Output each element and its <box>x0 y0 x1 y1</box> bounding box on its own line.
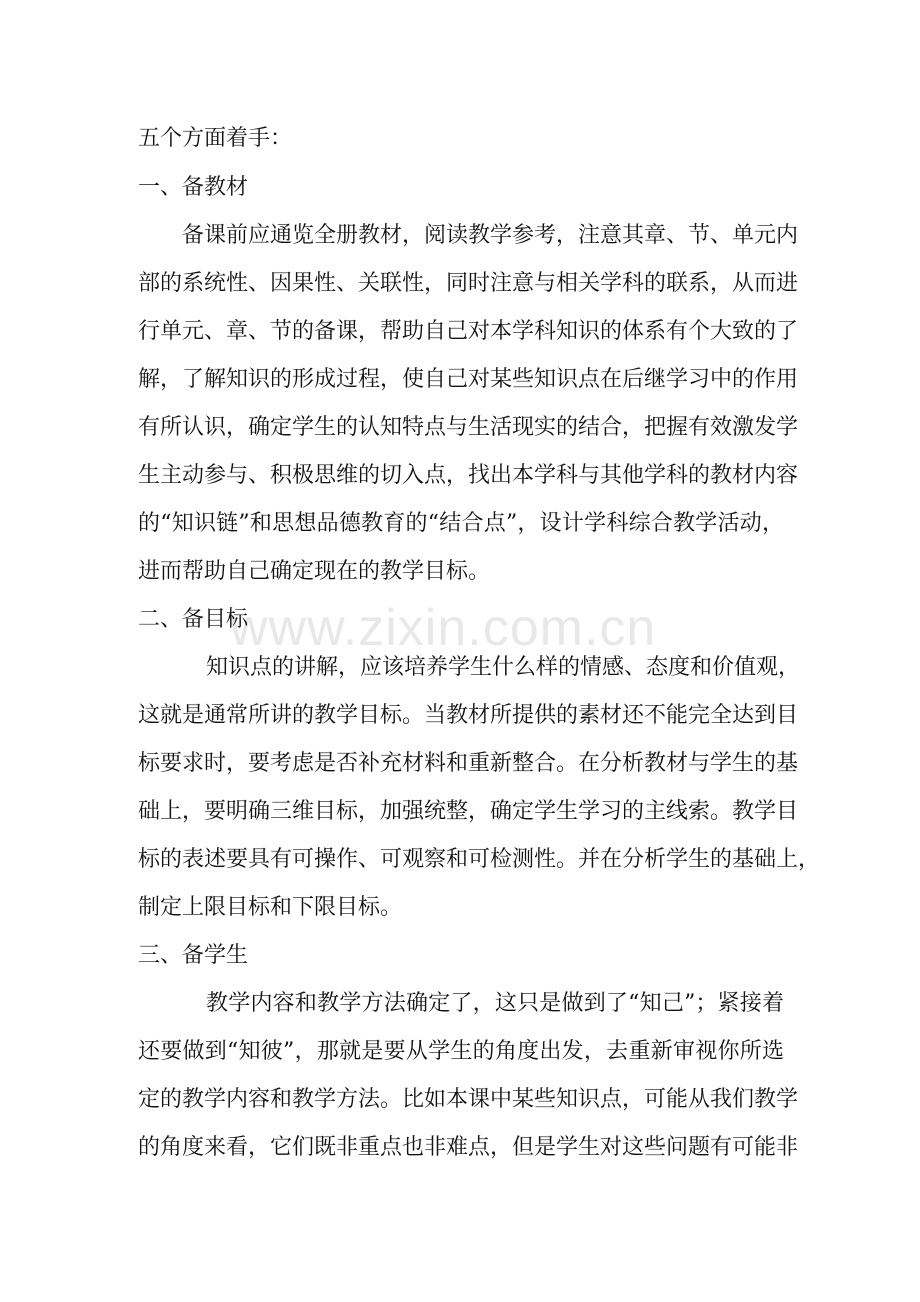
paragraph-line: 行单元、章、节的备课，帮助自己对本学科知识的体系有个大致的了 <box>138 319 799 344</box>
paragraph-line: 制定上限目标和下限目标。 <box>138 895 403 920</box>
paragraph-line: 知识点的讲解，应该培养学生什么样的情感、态度和价值观， <box>206 655 801 680</box>
paragraph-line: 础上，要明确三维目标，加强统整，确定学生学习的主线索。教学目 <box>138 799 799 824</box>
paragraph-line: 还要做到“知彼”，那就是要从学生的角度出发，去重新审视你所选 <box>138 1039 784 1064</box>
paragraph-line: 部的系统性、因果性、关联性，同时注意与相关学科的联系，从而进 <box>138 271 799 296</box>
paragraph-line: 教学内容和教学方法确定了，这只是做到了“知己”；紧接着 <box>206 991 784 1016</box>
paragraph-line: 的角度来看，它们既非重点也非难点，但是学生对这些问题有可能非 <box>138 1135 799 1160</box>
paragraph-line: 解，了解知识的形成过程，使自己对某些知识点在后继学习中的作用 <box>138 367 799 392</box>
watermark: www.zixin.com.cn <box>230 599 657 657</box>
intro-text: 五个方面着手： <box>138 126 293 151</box>
paragraph-line: 这就是通常所讲的教学目标。当教材所提供的素材还不能完全达到目 <box>138 703 799 728</box>
paragraph-line: 标的表述要具有可操作、可观察和可检测性。并在分析学生的基础上， <box>138 847 821 872</box>
section-heading: 二、备目标 <box>138 607 249 632</box>
paragraph-line: 标要求时，要考虑是否补充材料和重新整合。在分析教材与学生的基 <box>138 751 799 776</box>
paragraph-line: 有所认识，确定学生的认知特点与生活现实的结合，把握有效激发学 <box>138 415 799 440</box>
section-heading: 三、备学生 <box>138 943 249 968</box>
paragraph-line: 备课前应通览全册教材，阅读教学参考，注意其章、节、单元内 <box>182 223 799 248</box>
paragraph-line: 的“知识链”和思想品德教育的“结合点”，设计学科综合教学活动， <box>138 511 784 536</box>
paragraph-line: 定的教学内容和教学方法。比如本课中某些知识点，可能从我们教学 <box>138 1087 799 1112</box>
paragraph-line: 生主动参与、积极思维的切入点，找出本学科与其他学科的教材内容 <box>138 463 799 488</box>
section-heading: 一、备教材 <box>138 175 249 200</box>
paragraph-line: 进而帮助自己确定现在的教学目标。 <box>138 559 491 584</box>
